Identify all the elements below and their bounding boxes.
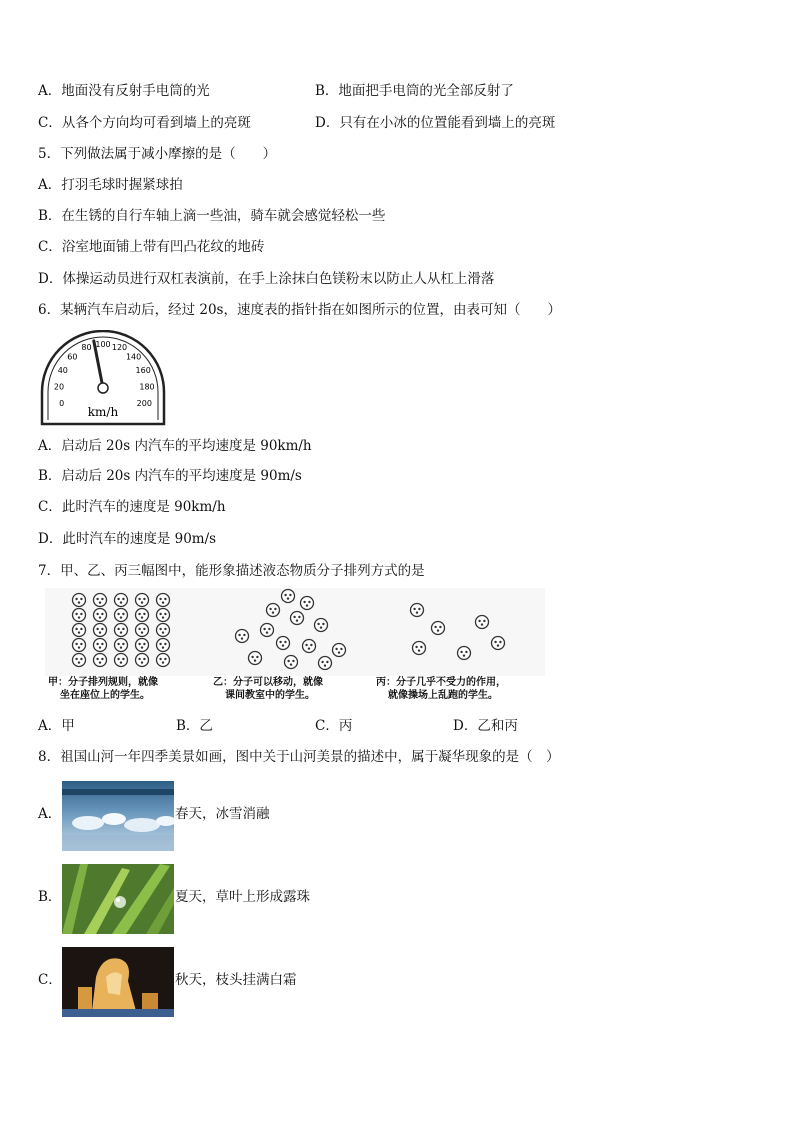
speedometer-tick-40: 40 [57, 366, 68, 376]
molecule-b9 [333, 644, 346, 657]
molecule-b2 [267, 604, 280, 617]
molecule-a5 [73, 609, 86, 622]
speedometer-tick-180: 180 [139, 382, 155, 392]
molecule-c5 [458, 647, 471, 660]
q7-option-a: A．甲 [38, 718, 75, 734]
molecule-a4 [157, 594, 170, 607]
caption-yi [213, 676, 323, 702]
q4-option-c: C．从各个方向均可看到墙上的亮斑 [38, 115, 251, 131]
molecule-a16 [94, 639, 107, 652]
speedometer-tick-80: 80 [81, 343, 92, 353]
molecule-a20 [73, 654, 86, 667]
molecule-b11 [285, 656, 298, 669]
molecule-b0 [282, 590, 295, 603]
molecule-a7 [115, 609, 128, 622]
q6-option-a: A．启动后 20s 内汽车的平均速度是 90km/h [38, 438, 312, 454]
molecule-b3 [291, 612, 304, 625]
molecule-a10 [73, 624, 86, 637]
molecule-c4 [413, 642, 426, 655]
molecule-a22 [115, 654, 128, 667]
photo-grass-dew [62, 864, 174, 934]
q6-option-b: B．启动后 20s 内汽车的平均速度是 90m/s [38, 468, 302, 484]
molecule-a15 [73, 639, 86, 652]
molecule-a13 [136, 624, 149, 637]
speedometer-tick-20: 20 [53, 382, 65, 392]
molecule-c1 [476, 616, 489, 629]
q8-option-c-label: C． [38, 972, 62, 988]
photo-ice-sculpture [62, 947, 174, 1017]
q8-option-a-text: 春天，冰雪消融 [175, 806, 270, 822]
molecule-b7 [277, 637, 290, 650]
molecule-a21 [94, 654, 107, 667]
q5-option-a: A．打羽毛球时握紧球拍 [38, 177, 183, 193]
molecule-a0 [73, 594, 86, 607]
q7-option-d: D．乙和丙 [453, 718, 518, 734]
speedometer-tick-140: 140 [125, 352, 142, 362]
q4-option-b: B．地面把手电筒的光全部反射了 [315, 83, 514, 99]
q5-option-b: B．在生锈的自行车轴上滴一些油，骑车就会感觉轻松一些 [38, 208, 386, 224]
molecule-a1 [94, 594, 107, 607]
molecule-a17 [115, 639, 128, 652]
caption-yi-line2: 课间教室中的学生。 [225, 690, 315, 701]
molecule-a24 [157, 654, 170, 667]
q6-option-d: D．此时汽车的速度是 90m/s [38, 531, 217, 547]
molecule-a23 [136, 654, 149, 667]
speedometer-figure [38, 330, 168, 426]
photo-ice-melting [62, 781, 174, 851]
q7-option-b: B．乙 [176, 718, 213, 734]
q5-stem: 5．下列做法属于减小摩擦的是（ ） [38, 146, 277, 162]
speedometer-tick-100: 100 [95, 340, 111, 349]
molecule-a8 [136, 609, 149, 622]
molecule-a18 [136, 639, 149, 652]
molecule-c0 [411, 604, 424, 617]
molecule-b6 [261, 624, 274, 637]
molecule-b12 [319, 657, 332, 670]
q8-option-c-text: 秋天，枝头挂满白霜 [175, 972, 297, 988]
q8-option-a-label: A． [38, 806, 62, 822]
speedometer-unit: km/h [87, 405, 119, 419]
speedometer-hub [98, 383, 108, 393]
molecule-b5 [236, 630, 249, 643]
molecule-a6 [94, 609, 107, 622]
molecule-a3 [136, 594, 149, 607]
speedometer-tick-60: 60 [67, 352, 78, 362]
q8-stem: 8．祖国山河一年四季美景如画，图中关于山河美景的描述中，属于凝华现象的是（ ） [38, 749, 560, 765]
caption-yi-line1: 乙：分子可以移动，就像 [213, 677, 323, 688]
q6-option-c: C．此时汽车的速度是 90km/h [38, 499, 226, 515]
caption-bing-line1: 丙：分子几乎不受力的作用， [376, 677, 506, 688]
molecule-a19 [157, 639, 170, 652]
q7-option-c: C．丙 [315, 718, 353, 734]
molecule-b8 [303, 640, 316, 653]
q4-option-a: A．地面没有反射手电筒的光 [38, 83, 210, 99]
molecule-a2 [115, 594, 128, 607]
molecule-a9 [157, 609, 170, 622]
molecule-b10 [249, 652, 262, 665]
speedometer-tick-160: 160 [135, 366, 151, 376]
molecule-c3 [492, 637, 505, 650]
caption-jia-line2: 坐在座位上的学生。 [60, 690, 150, 701]
caption-bing-line2: 就像操场上乱跑的学生。 [388, 690, 498, 701]
q5-option-c: C．浴室地面铺上带有凹凸花纹的地砖 [38, 239, 265, 255]
caption-jia-line1: 甲：分子排列规则，就像 [48, 677, 158, 688]
speedometer-tick-120: 120 [111, 343, 128, 353]
q7-stem: 7．甲、乙、丙三幅图中，能形象描述液态物质分子排列方式的是 [38, 563, 425, 579]
q8-option-b-text: 夏天，草叶上形成露珠 [175, 889, 310, 905]
molecule-arrangement-figure [45, 588, 545, 676]
molecule-b1 [301, 597, 314, 610]
q8-option-b-label: B． [38, 889, 62, 905]
molecule-a12 [115, 624, 128, 637]
molecule-a14 [157, 624, 170, 637]
caption-jia [48, 676, 158, 702]
molecule-b4 [315, 619, 328, 632]
q5-option-d: D．体操运动员进行双杠表演前，在手上涂抹白色镁粉末以防止人从杠上滑落 [38, 271, 495, 287]
speedometer-tick-200: 200 [136, 399, 152, 408]
molecule-a11 [94, 624, 107, 637]
caption-bing [376, 676, 506, 702]
molecule-c2 [432, 622, 445, 635]
q4-option-d: D．只有在小冰的位置能看到墙上的亮斑 [315, 115, 556, 131]
speedometer-tick-0: 0 [59, 399, 65, 408]
q6-stem: 6．某辆汽车启动后，经过 20s，速度表的指针指在如图所示的位置，由表可知（ ） [38, 302, 561, 318]
